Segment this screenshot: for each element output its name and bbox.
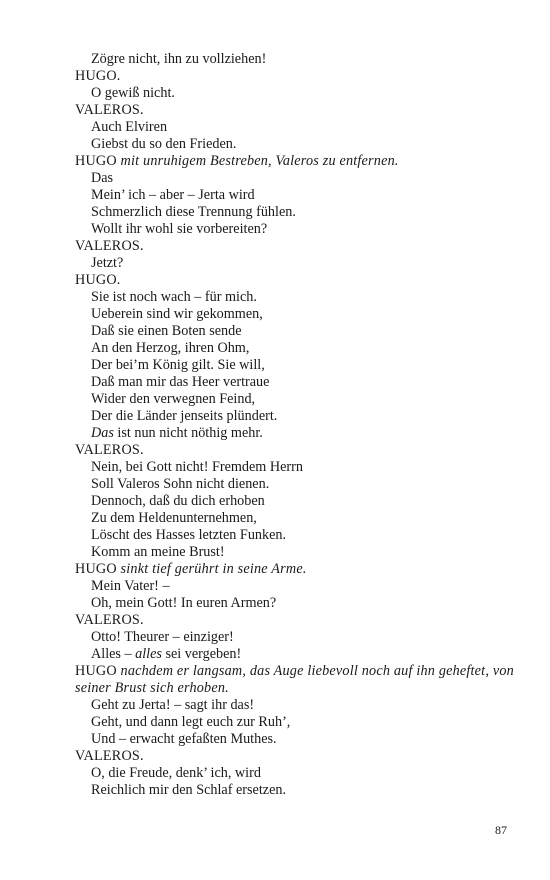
verse-text: Jetzt? [91,255,124,271]
verse-text: Mein’ ich – aber – Jerta wird [91,187,255,203]
verse-line [75,204,515,221]
speaker-name: HUGO. [75,272,121,288]
speaker-line [75,748,515,765]
verse-line [75,782,515,799]
verse-text: Otto! Theurer – einziger! [91,629,234,645]
verse-text: Oh, mein Gott! In euren Armen? [91,595,277,611]
verse-text: Nein, bei Gott nicht! Fremdem Herrn [91,459,303,475]
verse-text: Dennoch, daß du dich erhoben [91,493,265,509]
verse-text: Komm an meine Brust! [91,544,225,560]
speaker-line [75,102,515,119]
verse-line [75,731,515,748]
verse-text: Auch Elviren [91,119,168,135]
speaker-line [75,442,515,459]
speaker-name: VALEROS. [75,238,144,254]
speaker-name: HUGO [75,663,117,679]
verse-line [75,714,515,731]
verse-line [75,357,515,374]
verse-line [75,646,515,663]
verse-line [75,306,515,323]
verse-line [75,697,515,714]
verse-text: Daß sie einen Boten sende [91,323,242,339]
stage-direction: nachdem er langsam, das Auge liebevoll noch auf ihn geheftet, von seiner Brust sich erhoben. [75,663,514,696]
verse-line [75,289,515,306]
stage-direction: mit unruhigem Bestreben, Valeros zu entfernen. [120,153,399,169]
verse-line [75,170,515,187]
verse-line [75,459,515,476]
speaker-name: VALEROS. [75,612,144,628]
verse-line [75,476,515,493]
verse-text: Der bei’m König gilt. Sie will, [91,357,265,373]
verse-text: Wollt ihr wohl sie vorbereiten? [91,221,268,237]
verse-text: Zu dem Heldenunternehmen, [91,510,257,526]
stage-direction: sinkt tief gerührt in seine Arme. [120,561,307,577]
verse-line [75,187,515,204]
verse-text: Soll Valeros Sohn nicht dienen. [91,476,270,492]
play-text [75,51,515,799]
verse-line [75,578,515,595]
verse-text: Reichlich mir den Schlaf ersetzen. [91,782,287,798]
verse-text: An den Herzog, ihren Ohm, [91,340,250,356]
verse-line [75,391,515,408]
verse-text: Der die Länder jenseits plündert. [91,408,278,424]
verse-line [75,765,515,782]
verse-line [75,374,515,391]
speaker-name: VALEROS. [75,748,144,764]
speaker-line [75,663,515,697]
verse-line [75,51,515,68]
speaker-name: HUGO [75,561,117,577]
verse-text: Mein Vater! – [91,578,170,594]
verse-line [75,595,515,612]
speaker-line [75,68,515,85]
verse-text: Geht, und dann legt euch zur Ruh’, [91,714,291,730]
verse-line [75,323,515,340]
speaker-line [75,272,515,289]
speaker-name: VALEROS. [75,442,144,458]
verse-line [75,119,515,136]
verse-text: Geht zu Jerta! – sagt ihr das! [91,697,255,713]
verse-text: ist nun nicht nöthig mehr. [113,425,263,441]
verse-line [75,340,515,357]
verse-text-pre: Alles – [91,646,136,662]
speaker-line [75,238,515,255]
speaker-line [75,561,515,578]
speaker-name: HUGO. [75,68,121,84]
speaker-name: HUGO [75,153,117,169]
speaker-line [75,612,515,629]
verse-line [75,425,515,442]
verse-text: Löscht des Hasses letzten Funken. [91,527,287,543]
verse-line [75,255,515,272]
verse-text: Daß man mir das Heer vertraue [91,374,270,390]
verse-text: Ueberein sind wir gekommen, [91,306,263,322]
verse-text: sei vergeben! [161,646,242,662]
verse-line [75,221,515,238]
verse-line [75,510,515,527]
speaker-name: VALEROS. [75,102,144,118]
page-number: 87 [495,823,507,837]
verse-text: Und – erwacht gefaßten Muthes. [91,731,277,747]
verse-line [75,629,515,646]
verse-text: Das [91,170,114,186]
verse-line [75,85,515,102]
verse-line [75,408,515,425]
speaker-line [75,153,515,170]
verse-line [75,136,515,153]
verse-emphasis: alles [135,646,162,662]
verse-line [75,527,515,544]
verse-line [75,493,515,510]
verse-emphasis: Das [91,425,114,441]
verse-text: Wider den verwegnen Feind, [91,391,256,407]
verse-text: Zögre nicht, ihn zu vollziehen! [91,51,267,67]
verse-text: Sie ist noch wach – für mich. [91,289,257,305]
verse-text: O gewiß nicht. [91,85,175,101]
verse-text: O, die Freude, denk’ ich, wird [91,765,261,781]
verse-line [75,544,515,561]
verse-text: Schmerzlich diese Trennung fühlen. [91,204,296,220]
verse-text: Giebst du so den Frieden. [91,136,237,152]
